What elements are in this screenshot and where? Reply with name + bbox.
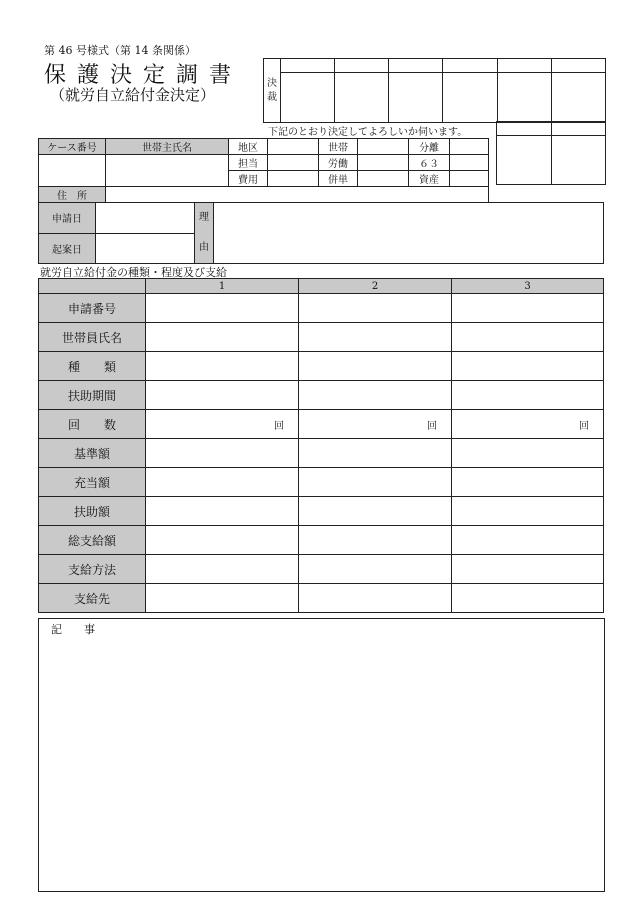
case-number-value[interactable]	[39, 155, 106, 187]
approval-cell[interactable]	[551, 59, 605, 73]
code-63-value[interactable]	[450, 155, 489, 171]
draft-date-label: 起案日	[39, 233, 96, 264]
stamp-cell[interactable]	[551, 136, 606, 185]
application-date-value[interactable]	[96, 203, 195, 234]
table-cell[interactable]	[452, 352, 604, 381]
row-label: 申請番号	[39, 294, 146, 323]
notes-box[interactable]	[38, 618, 605, 892]
approval-request-text: 下記のとおり決定してよろしいか伺います。	[268, 127, 468, 138]
table-cell[interactable]	[452, 526, 604, 555]
table-cell[interactable]	[146, 352, 299, 381]
approval-cell[interactable]	[443, 59, 497, 73]
stamp-cell[interactable]	[497, 136, 552, 185]
person-in-charge-value[interactable]	[268, 155, 319, 171]
district-value[interactable]	[268, 139, 319, 155]
approval-cell[interactable]	[281, 59, 335, 73]
table-cell[interactable]	[452, 555, 604, 584]
cost-label: 費用	[229, 171, 268, 187]
approval-cell[interactable]	[335, 73, 389, 123]
table-cell[interactable]	[452, 323, 604, 352]
table-cell[interactable]	[452, 381, 604, 410]
approval-cell[interactable]	[497, 59, 551, 73]
approval-label: 決 裁	[264, 59, 281, 123]
district-label: 地区	[229, 139, 268, 155]
benefit-column-header: 2	[299, 279, 452, 294]
address-value[interactable]	[106, 187, 489, 203]
table-cell[interactable]	[146, 468, 299, 497]
address-label: 住 所	[39, 187, 106, 203]
row-label: 充当額	[39, 468, 146, 497]
table-cell[interactable]	[299, 294, 452, 323]
row-label: 種 類	[39, 352, 146, 381]
stamp-cell[interactable]	[497, 122, 552, 136]
approval-cell[interactable]	[551, 73, 605, 123]
stamp-boxes	[496, 121, 606, 185]
row-label: 支給方法	[39, 555, 146, 584]
table-cell[interactable]	[299, 381, 452, 410]
combined-label: 併単	[319, 171, 358, 187]
table-cell[interactable]: 回	[452, 410, 604, 439]
table-cell[interactable]	[146, 584, 299, 613]
page-title: 保 護 決 定 調 書	[44, 63, 233, 88]
benefit-section-title: 就労自立給付金の種類・程度及び支給	[40, 266, 227, 279]
table-cell[interactable]	[146, 526, 299, 555]
approval-cell[interactable]	[281, 73, 335, 123]
table-cell[interactable]	[299, 526, 452, 555]
household-value[interactable]	[358, 139, 409, 155]
approval-cell[interactable]	[389, 73, 443, 123]
notes-label: 記 事	[51, 623, 95, 636]
table-cell[interactable]	[452, 584, 604, 613]
assets-value[interactable]	[450, 171, 489, 187]
household-head-value[interactable]	[106, 155, 229, 187]
table-cell[interactable]	[146, 294, 299, 323]
table-cell[interactable]	[146, 323, 299, 352]
stamp-cell[interactable]	[551, 122, 606, 136]
table-cell[interactable]	[299, 584, 452, 613]
approval-cell[interactable]	[335, 59, 389, 73]
application-date-label: 申請日	[39, 203, 96, 234]
benefit-corner	[39, 279, 146, 294]
page-subtitle: （就労自立給付金決定）	[50, 86, 216, 104]
labor-label: 労働	[319, 155, 358, 171]
table-cell[interactable]	[299, 468, 452, 497]
table-cell[interactable]: 回	[299, 410, 452, 439]
draft-date-value[interactable]	[96, 233, 195, 264]
table-cell[interactable]: 回	[146, 410, 299, 439]
row-label: 支給先	[39, 584, 146, 613]
benefit-column-header: 3	[452, 279, 604, 294]
row-label: 世帯員氏名	[39, 323, 146, 352]
cost-value[interactable]	[268, 171, 319, 187]
separation-label: 分離	[409, 139, 450, 155]
table-cell[interactable]	[452, 439, 604, 468]
approval-cell[interactable]	[497, 73, 551, 123]
household-head-label: 世帯主氏名	[106, 139, 229, 155]
table-cell[interactable]	[146, 555, 299, 584]
code-63-label: ６３	[409, 155, 450, 171]
household-label: 世帯	[319, 139, 358, 155]
person-in-charge-label: 担当	[229, 155, 268, 171]
approval-grid	[263, 58, 606, 123]
approval-cell[interactable]	[443, 73, 497, 123]
combined-value[interactable]	[358, 171, 409, 187]
table-cell[interactable]	[146, 381, 299, 410]
table-cell[interactable]	[299, 497, 452, 526]
row-label: 回 数	[39, 410, 146, 439]
row-label: 扶助額	[39, 497, 146, 526]
case-info-table	[38, 138, 489, 203]
table-cell[interactable]	[452, 294, 604, 323]
separation-value[interactable]	[450, 139, 489, 155]
approval-cell[interactable]	[389, 59, 443, 73]
row-label: 総支給額	[39, 526, 146, 555]
table-cell[interactable]	[299, 352, 452, 381]
benefit-table	[38, 278, 604, 613]
row-label: 扶助期間	[39, 381, 146, 410]
form-number: 第 46 号様式（第 14 条関係）	[44, 44, 196, 57]
table-cell[interactable]	[452, 497, 604, 526]
table-cell[interactable]	[299, 555, 452, 584]
row-label: 基準額	[39, 439, 146, 468]
table-cell[interactable]	[299, 439, 452, 468]
table-cell[interactable]	[452, 468, 604, 497]
table-cell[interactable]	[146, 497, 299, 526]
reason-label: 理 由	[195, 203, 214, 264]
assets-label: 資産	[409, 171, 450, 187]
benefit-column-header: 1	[146, 279, 299, 294]
labor-value[interactable]	[358, 155, 409, 171]
application-reason-table	[38, 202, 604, 264]
table-cell[interactable]	[146, 439, 299, 468]
reason-value[interactable]	[214, 203, 604, 264]
table-cell[interactable]	[299, 323, 452, 352]
case-number-label: ケース番号	[39, 139, 106, 155]
